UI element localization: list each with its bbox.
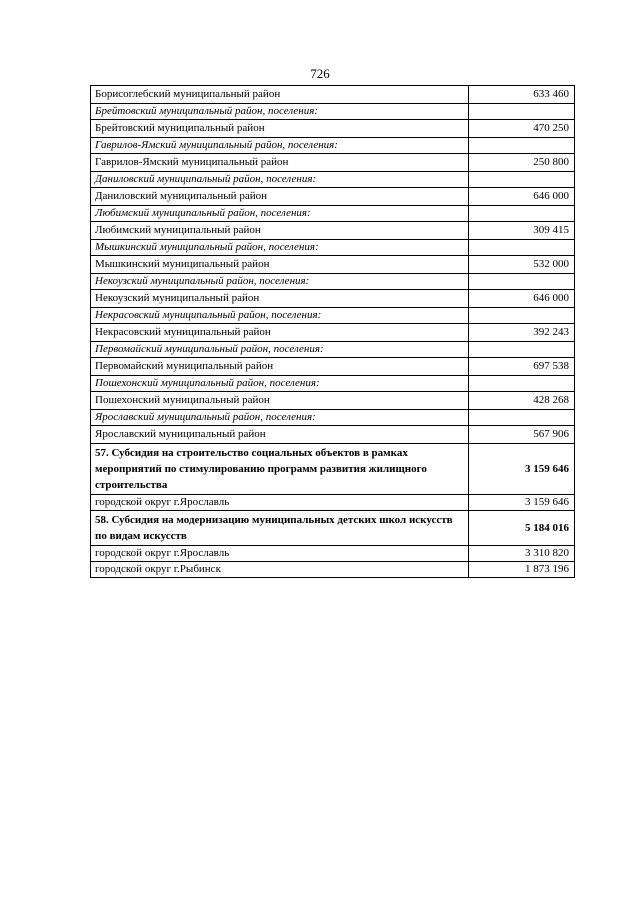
row-name: Брейтовский муниципальный район — [91, 120, 469, 138]
district-header-row — [91, 308, 575, 324]
row-amount: 697 538 — [469, 358, 575, 376]
row-amount: 309 415 — [469, 222, 575, 240]
table-row — [91, 495, 575, 511]
row-amount: 250 800 — [469, 154, 575, 172]
row-name: Борисоглебский муниципальный район — [91, 86, 469, 104]
table-row — [91, 392, 575, 410]
row-name: Даниловский муниципальный район — [91, 188, 469, 206]
row-name: Мышкинский муниципальный район, поселения: — [91, 240, 469, 256]
row-name: Гаврилов-Ямский муниципальный район — [91, 154, 469, 172]
row-amount: 3 310 820 — [469, 546, 575, 562]
row-name: Ярославский муниципальный район — [91, 426, 469, 444]
row-amount: 646 000 — [469, 188, 575, 206]
row-name: Пошехонский муниципальный район — [91, 392, 469, 410]
row-amount: 1 873 196 — [469, 562, 575, 578]
row-amount — [469, 240, 575, 256]
row-amount — [469, 138, 575, 154]
district-header-row — [91, 172, 575, 188]
row-amount: 3 159 646 — [469, 495, 575, 511]
row-name: Некрасовский муниципальный район — [91, 324, 469, 342]
row-name: Первомайский муниципальный район — [91, 358, 469, 376]
row-name: Брейтовский муниципальный район, поселения: — [91, 104, 469, 120]
district-header-row — [91, 376, 575, 392]
table-row — [91, 188, 575, 206]
row-amount: 428 268 — [469, 392, 575, 410]
row-amount: 567 906 — [469, 426, 575, 444]
table-row — [91, 324, 575, 342]
row-name: Пошехонский муниципальный район, поселения: — [91, 376, 469, 392]
district-header-row — [91, 206, 575, 222]
row-amount: 5 184 016 — [469, 511, 575, 546]
row-name: городской округ г.Ярославль — [91, 495, 469, 511]
row-amount: 532 000 — [469, 256, 575, 274]
row-name: Любимский муниципальный район — [91, 222, 469, 240]
row-amount: 633 460 — [469, 86, 575, 104]
table-row — [91, 154, 575, 172]
page-number: 726 — [310, 66, 330, 81]
row-amount — [469, 410, 575, 426]
district-header-row — [91, 138, 575, 154]
row-name: Некоузский муниципальный район, поселения: — [91, 274, 469, 290]
row-amount — [469, 342, 575, 358]
table-row — [91, 290, 575, 308]
row-name: Некрасовский муниципальный район, поселения: — [91, 308, 469, 324]
row-name: городской округ г.Ярославль — [91, 546, 469, 562]
row-name: Некоузский муниципальный район — [91, 290, 469, 308]
row-name: 57. Субсидия на строительство социальных объектов в рамках мероприятий по стимулированию программ развития жилищного строительства — [91, 444, 469, 495]
table-row — [91, 222, 575, 240]
table-row — [91, 256, 575, 274]
table-row — [91, 562, 575, 578]
district-header-row — [91, 274, 575, 290]
table-row — [91, 120, 575, 138]
row-amount — [469, 376, 575, 392]
district-header-row — [91, 240, 575, 256]
row-name: Даниловский муниципальный район, поселения: — [91, 172, 469, 188]
subsidy-section-row — [91, 444, 575, 495]
row-name: 58. Субсидия на модернизацию муниципальных детских школ искусств по видам искусств — [91, 511, 469, 546]
row-amount: 646 000 — [469, 290, 575, 308]
row-name: Мышкинский муниципальный район — [91, 256, 469, 274]
row-amount — [469, 206, 575, 222]
subsidy-section-row — [91, 511, 575, 546]
row-amount: 470 250 — [469, 120, 575, 138]
table-row — [91, 86, 575, 104]
row-name: Гаврилов-Ямский муниципальный район, поселения: — [91, 138, 469, 154]
row-name: Любимский муниципальный район, поселения: — [91, 206, 469, 222]
row-amount: 392 243 — [469, 324, 575, 342]
table-row — [91, 546, 575, 562]
row-amount — [469, 172, 575, 188]
row-name: городской округ г.Рыбинск — [91, 562, 469, 578]
table-body — [91, 86, 575, 578]
row-amount — [469, 274, 575, 290]
row-amount: 3 159 646 — [469, 444, 575, 495]
district-header-row — [91, 342, 575, 358]
district-header-row — [91, 104, 575, 120]
table-row — [91, 426, 575, 444]
table-row — [91, 358, 575, 376]
district-header-row — [91, 410, 575, 426]
row-name: Первомайский муниципальный район, поселения: — [91, 342, 469, 358]
row-amount — [469, 104, 575, 120]
row-name: Ярославский муниципальный район, поселения: — [91, 410, 469, 426]
row-amount — [469, 308, 575, 324]
subsidy-table — [90, 85, 575, 578]
